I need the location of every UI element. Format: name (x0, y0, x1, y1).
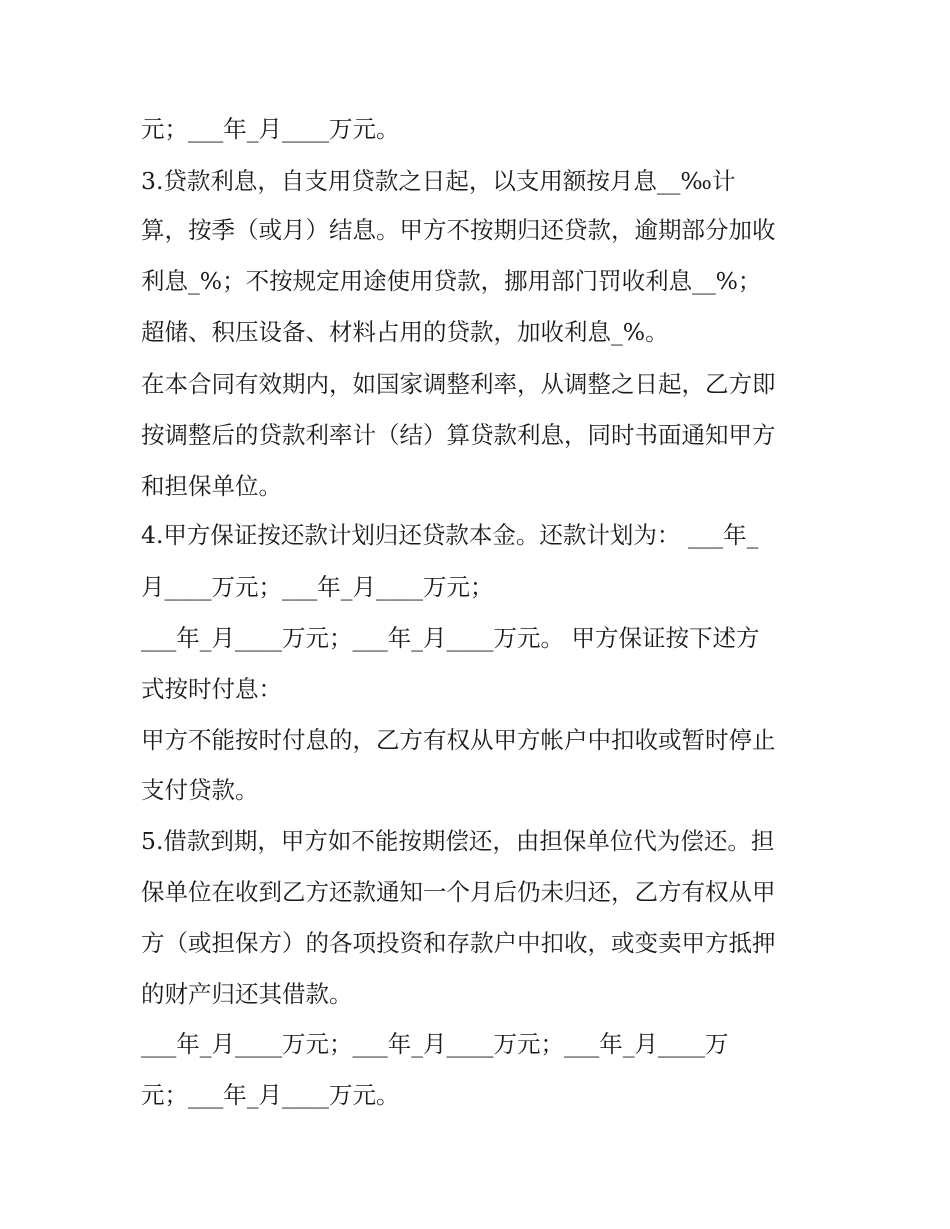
text-line-13: 甲方不能按时付息的，乙方有权从甲方帐户中扣收或暂时停止 (141, 726, 776, 754)
text-line-18: 的财产归还其借款。 (141, 980, 353, 1008)
text-line-5: 超储、积压设备、材料占用的贷款，加收利息_%。 (141, 318, 669, 346)
text-line-11: ___年_月____万元；___年_月____万元。 甲方保证按下述方 (141, 624, 760, 652)
text-line-17: 方（或担保方）的各项投资和存款户中扣收，或变卖甲方抵押 (141, 929, 776, 957)
text-line-14: 支付贷款。 (141, 776, 259, 804)
text-line-2: 3.贷款利息，自支用贷款之日起，以支用额按月息__‰计 (141, 167, 736, 195)
text-line-19: ___年_月____万元；___年_月____万元；___年_月____万 (141, 1030, 729, 1058)
text-line-16: 保单位在收到乙方还款通知一个月后仍未归还，乙方有权从甲 (141, 878, 776, 906)
text-line-8: 和担保单位。 (141, 472, 282, 500)
text-line-6: 在本合同有效期内，如国家调整利率，从调整之日起，乙方即 (141, 370, 776, 398)
text-line-9: 4.甲方保证按还款计划归还贷款本金。还款计划为： ___年_ (141, 521, 759, 549)
text-line-3: 算，按季（或月）结息。甲方不按期归还贷款，逾期部分加收 (141, 216, 776, 244)
text-line-15: 5.借款到期，甲方如不能按期偿还，由担保单位代为偿还。担 (141, 827, 775, 855)
text-line-4: 利息_%；不按规定用途使用贷款，挪用部门罚收利息__%； (141, 267, 762, 295)
text-line-7: 按调整后的贷款利率计（结）算贷款利息，同时书面通知甲方 (141, 421, 776, 449)
text-line-12: 式按时付息： (141, 675, 282, 703)
text-line-20: 元；___年_月____万元。 (141, 1081, 400, 1109)
text-line-10: 月____万元；___年_月____万元； (141, 573, 494, 601)
text-line-1: 元；___年_月____万元。 (141, 115, 400, 143)
